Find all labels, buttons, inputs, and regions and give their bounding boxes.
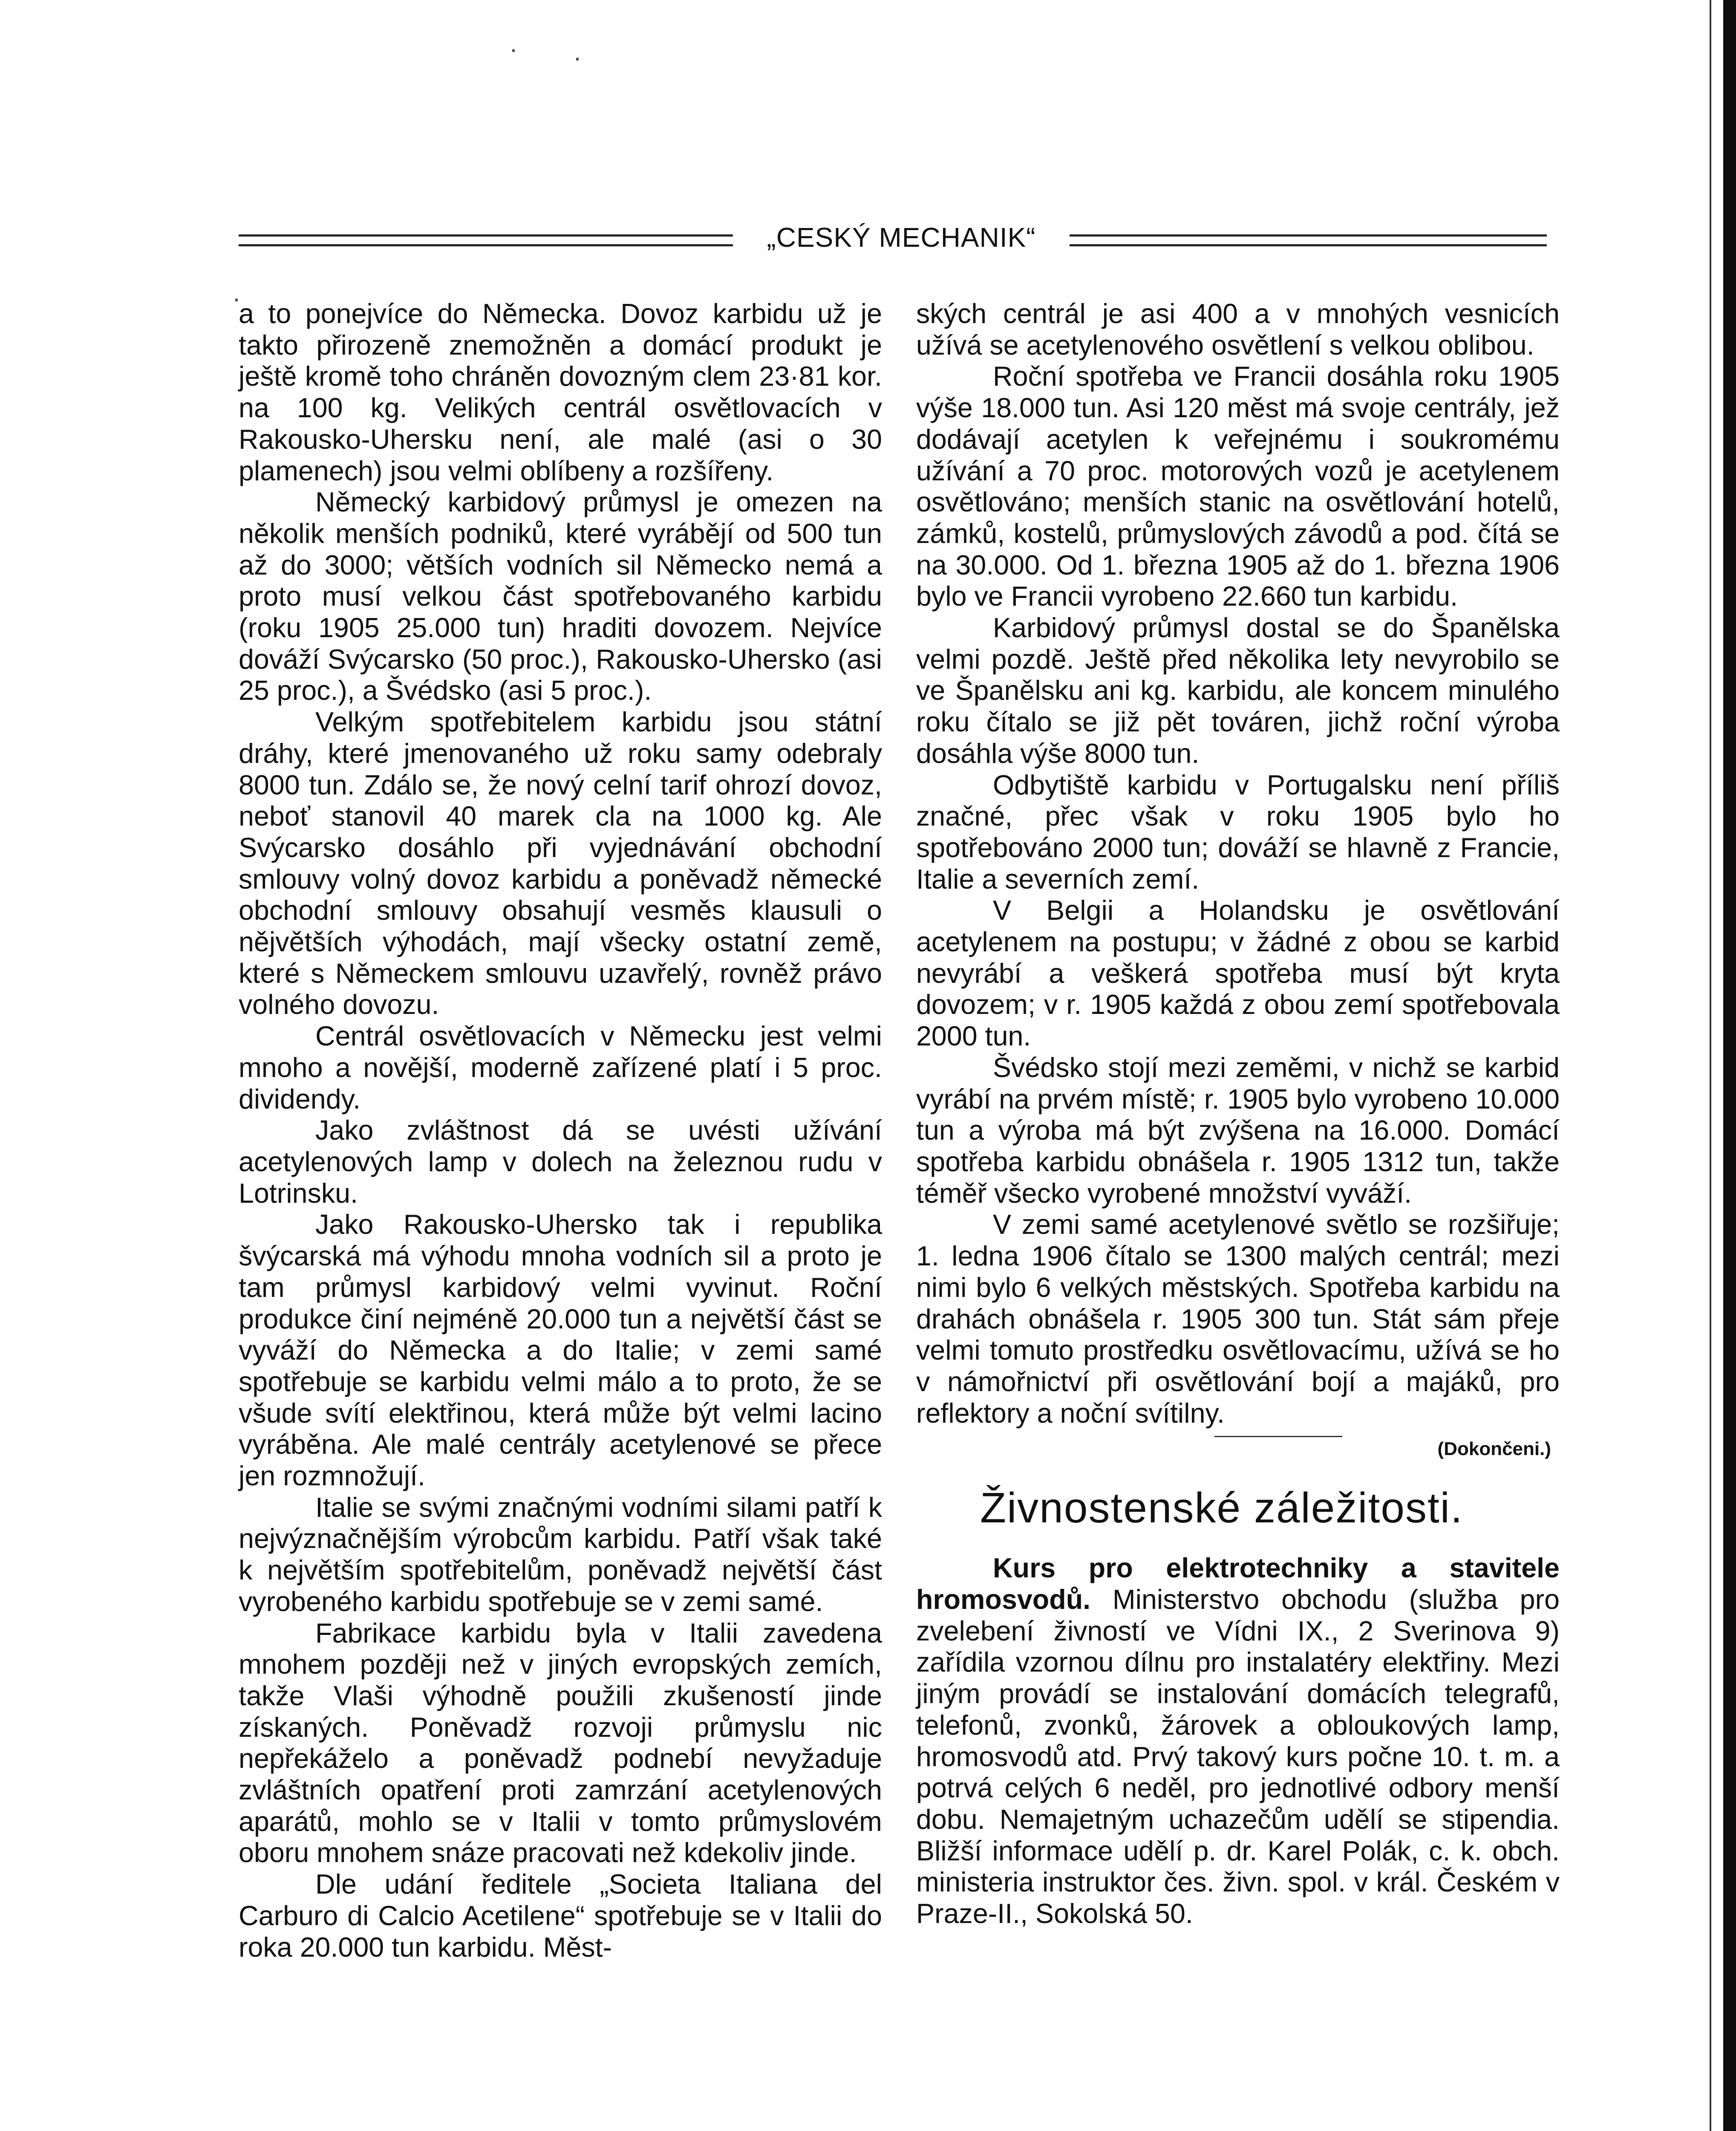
paragraph: Odbytiště karbidu v Portugalsku není příliš značné, přec však v roku 1905 bylo ho spotřebováno 2000 tun; dováží se hlavně z Francie, Italie a severních zemí. [916, 769, 1560, 895]
paragraph: ských centrál je asi 400 a v mnohých vesnicích užívá se acetylenového osvětlení s velkou oblibou. [916, 298, 1560, 361]
paragraph: Dle udání ředitele „Societa Italiana del Carburo di Calcio Acetilene“ spotřebuje se v Italii do roka 20.000 tun karbidu. Měst- [239, 1869, 882, 1963]
section-title: Živnostenské záležitosti. [980, 1484, 1463, 1532]
scan-border [1723, 0, 1736, 2131]
continuation-note: (Dokončeni.) [1437, 1438, 1551, 1460]
paragraph: V Belgii a Holandsku je osvětlování acetylenem na postupu; v žádné z obou se karbid nevyrábí a veškerá spotřeba musí být kryta dovozem; v r. 1905 každá z obou zemí spotřebovala 2000 tun. [916, 895, 1560, 1052]
paragraph: Německý karbidový průmysl je omezen na několik menších podniků, které vyrábějí od 500 tun až do 3000; větších vodních sil Německo nemá a proto musí velkou část spotřebovaného karbidu (roku 1905 25.000 tun) hraditi dovozem. Nejvíce dováží Svýcarsko (50 proc.), Rakousko-Uhersko (asi 25 proc.), a Švédsko (asi 5 proc.). [239, 487, 882, 706]
paragraph: a to ponejvíce do Německa. Dovoz karbidu už je takto přirozeně znemožněn a domácí produkt je ještě kromě toho chráněn dovozným clem 23·81 kor. na 100 kg. Velikých centrál osvětlovacích v Rakousko-Uhersku není, ale malé (asi o 30 plamenech) jsou velmi oblíbeny a rozšířeny. [239, 298, 882, 486]
article-title: Kurs pro elektrotechniky a stavitele hromosvodů. [916, 1553, 1560, 1615]
article [916, 1553, 1560, 1929]
paragraph: Roční spotřeba ve Francii dosáhla roku 1905 výše 18.000 tun. Asi 120 měst má svoje centrály, jež dodávají acetylen k veřejnému i soukromému užívání a 70 proc. motorových vozů je acetylenem osvětlováno; menších stanic na osvětlování hotelů, zámků, kostelů, průmyslových závodů a pod. čítá se na 30.000. Od 1. března 1905 až do 1. března 1906 bylo ve Francii vyrobeno 22.660 tun karbidu. [916, 361, 1560, 612]
left-column [239, 298, 882, 1963]
header-rule-left [239, 234, 733, 246]
paragraph: V zemi samé acetylenové světlo se rozšiřuje; 1. ledna 1906 čítalo se 1300 malých centrál; mezi nimi bylo 6 velkých městských. Spotřeba karbidu na drahách obnášela r. 1905 300 tun. Stát sám přeje velmi tomuto prostředku osvětlovacímu, užívá se ho v námořnictví při osvětlování bojí a majáků, pro reflektory a noční svítilny. [916, 1209, 1560, 1429]
separator-rule [1214, 1436, 1342, 1437]
scan-dot: · [573, 43, 582, 72]
paragraph: Centrál osvětlovacích v Německu jest velmi mnoho a novější, moderně zařízené platí i 5 proc. dividendy. [239, 1021, 882, 1115]
paragraph: Italie se svými značnými vodními silami patří k nejvýznačnějším výrobcům karbidu. Patří však také k největším spotřebitelům, poněvadž největší část vyrobeného karbidu spotřebuje se v zemi samé. [239, 1492, 882, 1617]
paragraph: Jako zvláštnost dá se uvésti užívání acetylenových lamp v dolech na železnou rudu v Lotrinsku. [239, 1115, 882, 1209]
paragraph: Velkým spotřebitelem karbidu jsou státní dráhy, které jmenovaného už roku samy odebraly 8000 tun. Zdálo se, že nový celní tarif ohrozí dovoz, neboť stanovil 40 marek cla na 1000 kg. Ale Svýcarsko dosáhlo při vyjednávání obchodní smlouvy volný dovoz karbidu a poněvadž německé obchodní smlouvy obsahují vesměs klausuli o nějvětších výhodách, mají všecky ostatní země, které s Německem smlouvu uzavřelý, rovněž právo volného dovozu. [239, 707, 882, 1020]
paragraph: Švédsko stojí mezi zeměmi, v nichž se karbid vyrábí na prvém místě; r. 1905 bylo vyrobeno 10.000 tun a výroba má být zvýšena na 16.000. Domácí spotřeba karbidu obnášela r. 1905 1312 tun, takže téměř všecko vyrobené množství vyváží. [916, 1052, 1560, 1209]
running-header [239, 222, 1547, 264]
scan-dot: · [232, 284, 241, 312]
right-column [916, 298, 1560, 1930]
paragraph: Jako Rakousko-Uhersko tak i republika švýcarská má výhodu mnoha vodních sil a proto je tam průmysl karbidový velmi vyvinut. Roční produkce činí nejméně 20.000 tun a největší část se vyváží do Německa a do Italie; v zemi samé spotřebuje se karbidu velmi málo a to proto, že se všude svítí elektřinou, která může být velmi lacino vyráběna. Ale malé centrály acetylenové se přece jen rozmnožují. [239, 1209, 882, 1492]
paragraph: Karbidový průmysl dostal se do Španělska velmi pozdě. Ještě před několika lety nevyrobilo se ve Španělsku ani kg. karbidu, ale koncem minulého roku čítalo se již pět továren, jichž roční výroba dosáhla výše 8000 tun. [916, 612, 1560, 769]
continuation-row [916, 1429, 1560, 1472]
page-edge-line [1710, 0, 1711, 2131]
paragraph: Fabrikace karbidu byla v Italii zavedena mnohem později než v jiných evropských zemích, takže Vlaši výhodně použili zkušeností jinde získaných. Poněvadž rozvoji průmyslu nic nepřekáželo a poněvadž podnebí nevyžaduje zvláštních opatření proti zamrzání acetylenových aparátů, mohlo se v Italii v tomto průmyslovém oboru mnohem snáze pracovati než kdekoliv jinde. [239, 1617, 882, 1868]
article-body: Ministerstvo obchodu (služba pro zvelebení živností ve Vídni IX., 2 Sverinova 9) zařídila vzornou dílnu pro instalatéry elektřiny. Mezi jiným provádí se instalování domácích telegrafů, telefonů, zvonků, žárovek a obloukových lamp, hromosvodů atd. Prvý takový kurs počne 10. t. m. a potrvá celých 6 neděl, pro jednotlivé odbory menší dobu. Nemajetným uchazečům udělí se stipendia. Bližší informace udělí p. dr. Karel Polák, c. k. obch. ministeria instruktor čes. živn. spol. v král. Českém v Praze-II., Sokolská 50. [916, 1584, 1560, 1929]
running-title: „CESKÝ MECHANIK“ [767, 222, 1036, 253]
scan-dot: · [509, 35, 518, 63]
header-rule-right [1070, 234, 1547, 246]
